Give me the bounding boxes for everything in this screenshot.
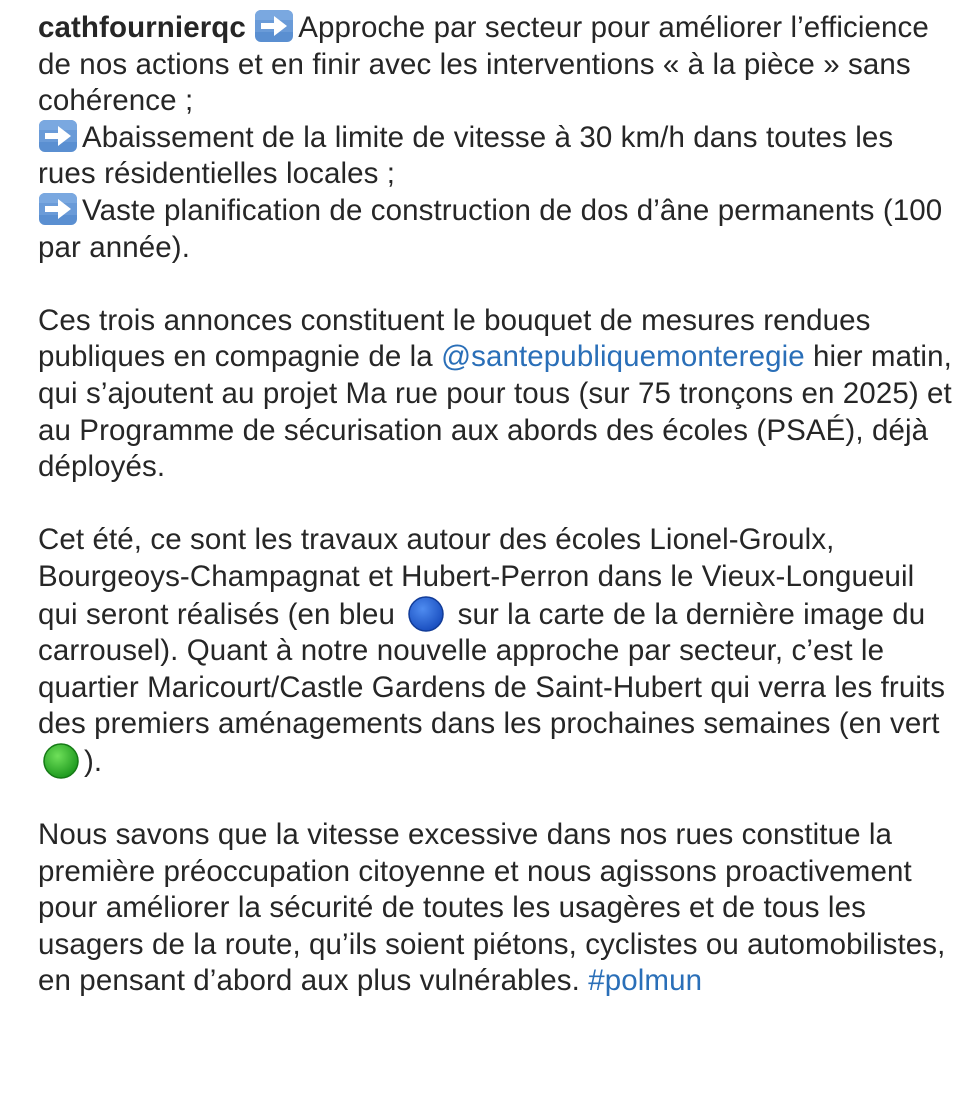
green-circle-icon [40, 743, 82, 779]
mention-link[interactable]: @santepubliquemonteregie [441, 340, 805, 374]
hashtag-link[interactable]: #polmun [588, 964, 703, 998]
bullet-text-3: Vaste planification de construction de dos d’âne permanents (100 par année). [38, 193, 943, 264]
bullet-line-1 [38, 10, 958, 120]
right-arrow-icon [38, 193, 78, 225]
paragraph-summer-works [38, 522, 958, 780]
paragraph-announcements [38, 303, 958, 486]
right-arrow-icon [38, 120, 78, 152]
bullet-text-1: Approche par secteur pour améliorer l’efficience de nos actions et en finir avec les interventions « à la pièce » sans cohérence ; [38, 11, 929, 118]
paragraph-text: Cet été, ce sont les travaux autour des écoles Lionel-Groulx, Bourgeoys-Champagnat et Hubert-Perron dans le Vieux-Longueuil qui seront réalisés (en bleu [38, 523, 915, 631]
bullet-text-2: Abaissement de la limite de vitesse à 30 km/h dans toutes les rues résidentielles locales ; [38, 120, 894, 191]
bullet-line-2 [38, 120, 958, 193]
blue-circle-icon [405, 596, 447, 632]
username-link[interactable]: cathfournierqc [38, 11, 246, 44]
paragraph-text: Nous savons que la vitesse excessive dans nos rues constitue la première préoccupation citoyenne et nous agissons proactivement pour améliorer la sécurité de toutes les usagères et de tous les usagers de la route, qu’ils soient piétons, cyclistes ou automobilistes, en pensant d’abord aux plus vulnérables. [38, 818, 946, 998]
paragraph-speeding [38, 817, 958, 1000]
bullet-line-3 [38, 193, 958, 266]
post-caption [38, 10, 958, 1000]
paragraph-text: Ces trois annonces constituent le bouquet de mesures rendues publiques en compagnie de la [38, 303, 871, 374]
paragraph-text: sur la carte de la dernière image du carrousel). Quant à notre nouvelle approche par secteur, c’est le quartier Maricourt/Castle Gardens de Saint-Hubert qui verra les fruits des premiers aménagements dans les prochaines semaines (en vert [38, 597, 946, 741]
right-arrow-icon [254, 10, 294, 42]
paragraph-text: ). [84, 744, 103, 778]
paragraph-text: hier matin, qui s’ajoutent au projet Ma rue pour tous (sur 75 tronçons en 2025) et au Programme de sécurisation aux abords des écoles (PSAÉ), déjà déployés. [38, 340, 952, 484]
